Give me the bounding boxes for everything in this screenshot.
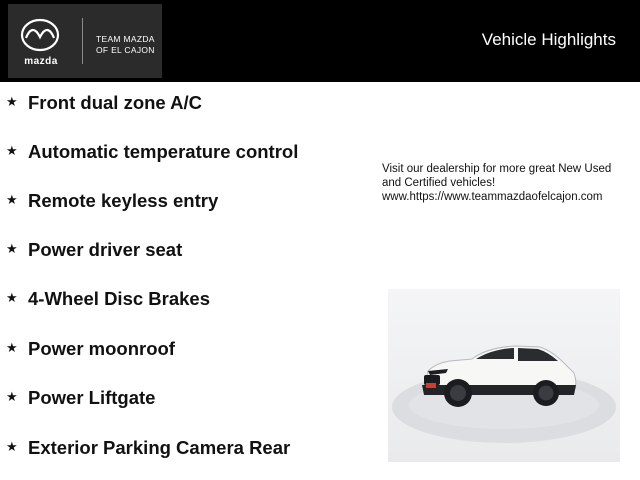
list-item [6,239,182,261]
mazda-logo-icon [20,18,60,52]
page-title: Vehicle Highlights [481,30,616,49]
promo-line2: and Certified vehicles! [382,177,496,189]
star-icon: ★ [6,192,18,207]
dealer-logo[interactable] [8,4,162,78]
list-item [6,288,210,310]
brand-word: mazda [24,56,58,67]
list-item [6,190,218,212]
feature-label: Power driver seat [28,239,183,260]
feature-label: Power Liftgate [28,387,156,408]
feature-label: Power moonroof [28,338,175,359]
dealer-name [96,34,155,56]
feature-label: Automatic temperature control [28,141,299,162]
list-item [6,141,298,163]
list-item [6,92,202,114]
vehicle-illustration [388,289,620,462]
star-icon: ★ [6,439,18,454]
list-item [6,338,175,360]
star-icon: ★ [6,143,18,158]
feature-label: Exterior Parking Camera Rear [28,437,291,458]
promo-line1: Visit our dealership for more great New Used [382,163,612,175]
dealer-website-link[interactable]: www.https://www.teammazdaofelcajon.com [382,191,603,203]
vehicle-photo [388,289,620,462]
star-icon: ★ [6,290,18,305]
feature-label: Front dual zone A/C [28,92,203,113]
star-icon: ★ [6,94,18,109]
feature-label: 4-Wheel Disc Brakes [28,288,211,309]
header-bar [0,0,640,82]
star-icon: ★ [6,241,18,256]
star-icon: ★ [6,389,18,404]
logo-divider [82,18,83,64]
dealer-name-line1: TEAM MAZDA [96,34,155,44]
dealer-promo [382,162,632,204]
dealer-name-line2: OF EL CAJON [96,45,155,55]
list-item [6,387,155,409]
list-item [6,437,290,459]
feature-label: Remote keyless entry [28,190,219,211]
star-icon: ★ [6,340,18,355]
